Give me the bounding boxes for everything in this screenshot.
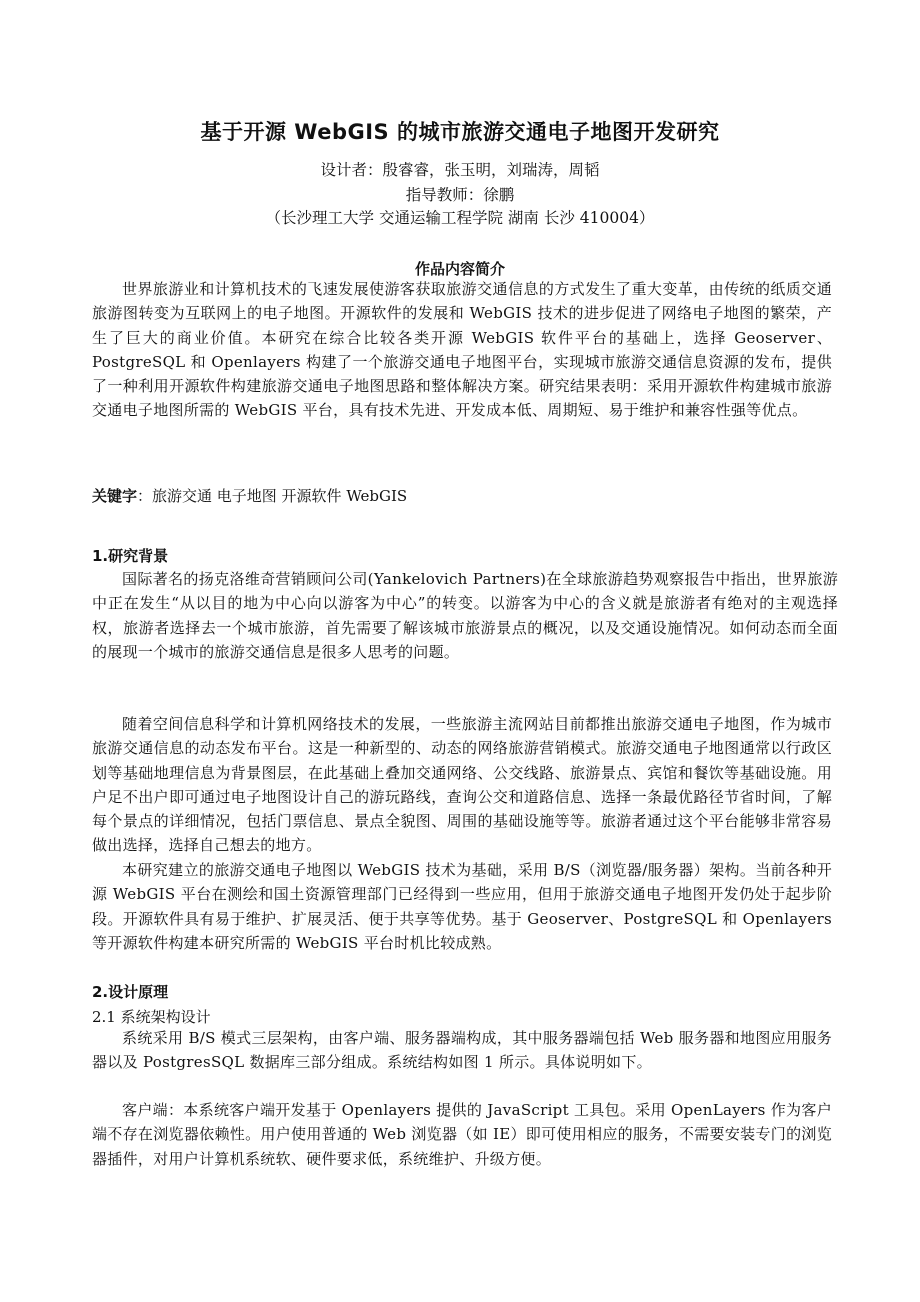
abstract-heading: 作品内容简介 [414, 260, 505, 278]
section-heading-background: 1.研究背景 [92, 547, 169, 565]
keywords-line [92, 485, 832, 506]
background-paragraph-2: 随着空间信息科学和计算机网络技术的发展，一些旅游主流网站目前都推出旅游交通电子地图，作为城市旅游交通信息的动态发布平台。这是一种新型的、动态的网络旅游营销模式。旅游交通电子地图通常以行政区划等基础地理信息为背景图层，在此基础上叠加交通网络、公交线路、旅游景点、宾馆和餐饮等基础设施。用户足不出户即可通过电子地图设计自己的游玩路线，查询公交和道路信息、选择一条最优路径节省时间，了解每个景点的详细情况，包括门票信息、景点全貌图、周围的基础设施等等。旅游者通过这个平台能够非常容易做出选择，选择自己想去的地方。 [92, 715, 832, 855]
keywords-text: ：旅游交通 电子地图 开源软件 WebGIS [137, 487, 408, 505]
advisor-line: 指导教师：徐鹏 [405, 186, 515, 204]
design-paragraph-2: 客户端：本系统客户端开发基于 Openlayers 提供的 JavaScript 工具包。采用 OpenLayers 作为客户端不存在浏览器依赖性。用户使用普通的 Web 浏览器（如 IE）即可使用相应的服务，不需要安装专门的浏览器插件，对用户计算机系统软、硬件要求低，系统维护、升级方便。 [92, 1101, 832, 1168]
abstract-paragraph: 世界旅游业和计算机技术的飞速发展使游客获取旅游交通信息的方式发生了重大变革，由传统的纸质交通旅游图转变为互联网上的电子地图。开源软件的发展和 WebGIS 技术的进步促进了网络电子地图的繁荣，产生了巨大的商业价值。本研究在综合比较各类开源 WebGIS 软件平台的基础上，选择 Geoserver、PostgreSQL 和 Openlayers 构建了一个旅游交通电子地图平台，实现城市旅游交通信息资源的发布，提供了一种利用开源软件构建旅游交通电子地图思路和整体解决方案。研究结果表明：采用开源软件构建城市旅游交通电子地图所需的 WebGIS 平台，具有技术先进、开发成本低、周期短、易于维护和兼容性强等优点。 [92, 280, 832, 420]
paper-title: 基于开源 WebGIS 的城市旅游交通电子地图开发研究 [200, 120, 720, 144]
background-paragraph-1: 国际著名的扬克洛维奇营销顾问公司(Yankelovich Partners)在全球旅游趋势观察报告中指出，世界旅游中正在发生“从以目的地为中心向以游客为中心”的转变。以游客为中心的含义就是旅游者有绝对的主观选择权，旅游者选择去一个城市旅游，首先需要了解该城市旅游景点的概况，以及交通设施情况。如何动态而全面的展现一个城市的旅游交通信息是很多人思考的问题。 [92, 570, 838, 661]
subsection-heading-architecture: 2.1 系统架构设计 [92, 1008, 211, 1026]
authors-line: 设计者：殷睿睿，张玉明，刘瑞涛，周韬 [320, 161, 600, 179]
background-paragraph-3: 本研究建立的旅游交通电子地图以 WebGIS 技术为基础，采用 B/S（浏览器/服务器）架构。当前各种开源 WebGIS 平台在测绘和国土资源管理部门已经得到一些应用，但用于旅游交通电子地图开发仍处于起步阶段。开源软件具有易于维护、扩展灵活、便于共享等优势。基于 Geoserver、PostgreSQL 和 Openlayers 等开源软件构建本研究所需的 WebGIS 平台时机比较成熟。 [92, 861, 832, 952]
section-heading-design: 2.设计原理 [92, 983, 169, 1001]
design-paragraph-1: 系统采用 B/S 模式三层架构，由客户端、服务器端构成，其中服务器端包括 Web 服务器和地图应用服务器以及 PostgresSQL 数据库三部分组成。系统结构如图 1 所示。具体说明如下。 [92, 1029, 832, 1072]
keywords-label: 关键字 [92, 487, 138, 505]
affiliation-line: （长沙理工大学 交通运输工程学院 湖南 长沙 410004） [265, 209, 655, 227]
